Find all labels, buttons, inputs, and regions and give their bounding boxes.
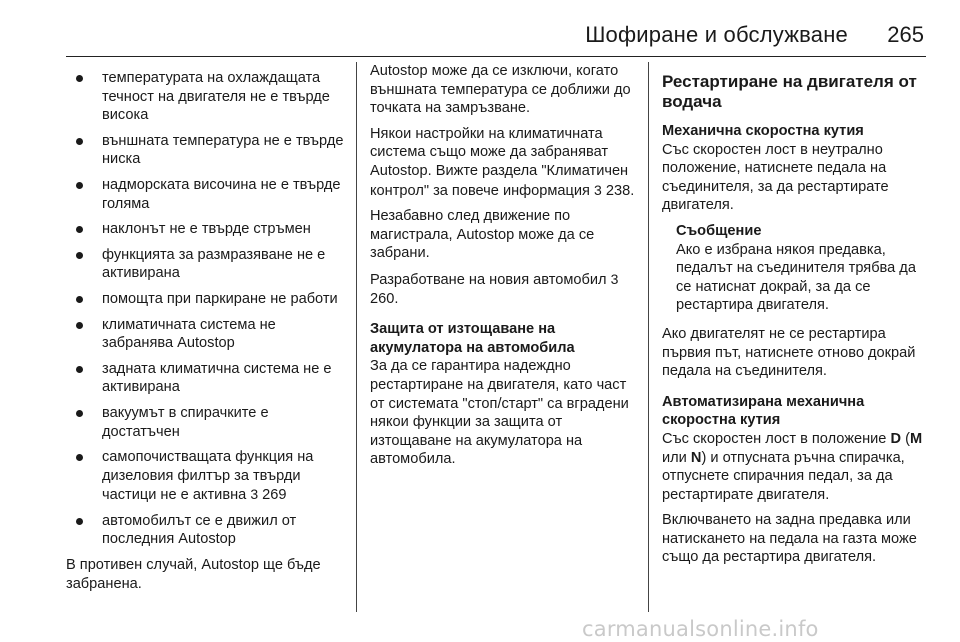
list-item	[66, 316, 344, 353]
paragraph: Със скоростен лост в положение D (M или N) и отпусната ръчна спирачка, отпуснете спирачния педал, за да рестартирате двигателя.	[662, 430, 923, 503]
list-item	[66, 220, 344, 239]
subsection-title: Автоматизирана механична скоростна кутия	[662, 393, 865, 429]
condition-list	[66, 69, 344, 549]
bullet-icon	[76, 410, 83, 417]
paragraph: Незабавно след движение по магистрала, Autostop може да се забрани.	[370, 208, 595, 262]
bullet-icon	[76, 75, 83, 82]
page-ref-arrow-icon: 3	[250, 486, 259, 503]
page-ref-link[interactable]: 238.	[605, 182, 635, 199]
list-item-text: климатичната система не забранява Autostop	[102, 316, 276, 352]
list-item	[66, 404, 344, 441]
page-ref-link[interactable]: 260.	[370, 290, 399, 307]
note-box	[662, 222, 928, 315]
paragraph: Ако двигателят не се рестартира първия път, натиснете отново докрай педала на съединителя.	[662, 325, 916, 380]
watermark: carmanualsonline.info	[582, 617, 819, 641]
list-item	[66, 69, 344, 125]
bullet-icon	[76, 252, 83, 259]
list-item-text: автомобилът се е движил от последния Autostop	[102, 512, 297, 548]
paragraph: Със скоростен лост в неутрално положение, натиснете педала на съединителя, за да рестартирате двигателя.	[662, 141, 889, 214]
paragraph-text: Някои настройки на климатичната система също може да забраняват Autostop. Вижте раздела "Климатичен контрол" за повече информация	[370, 125, 629, 199]
list-item	[66, 132, 344, 169]
bullet-icon	[76, 226, 83, 233]
paragraph-text: или	[662, 449, 687, 466]
bullet-icon	[76, 454, 83, 461]
page-ref-arrow-icon: 3	[594, 181, 602, 198]
column-left	[66, 62, 344, 600]
page-header	[0, 0, 960, 62]
list-item	[66, 512, 344, 549]
list-item-text: надморската височина не е твърде голяма	[102, 176, 341, 212]
list-item-text: помощта при паркиране не работи	[102, 290, 338, 307]
list-item	[66, 176, 344, 213]
list-item-text: самопочистващата функция на дизеловия филтър за твърди частици не е активна	[102, 449, 314, 504]
column-divider-1	[356, 62, 357, 612]
column-middle	[370, 62, 635, 476]
list-item-text: температурата на охлаждащата течност на двигателя не е твърде висока	[102, 70, 330, 124]
gear-label: M	[909, 430, 923, 447]
page-ref-link[interactable]: 269	[262, 487, 287, 504]
bullet-icon	[76, 518, 83, 525]
gear-label: N	[690, 449, 702, 466]
paragraph: Включването на задна предавка или натискането на педала на газта може също да рестартира двигателя.	[662, 512, 917, 566]
paragraph	[370, 270, 635, 308]
column-divider-2	[648, 62, 649, 612]
bullet-icon	[76, 138, 83, 145]
page-number: 265	[887, 22, 924, 47]
list-item-text: задната климатична система не е активирана	[102, 360, 332, 396]
gear-label: D	[890, 430, 902, 447]
column-right	[662, 62, 928, 574]
bullet-icon	[76, 322, 83, 329]
page-ref-arrow-icon: 3	[610, 270, 619, 287]
paragraph: Autostop може да се изключи, когато външната температура се доближи до точката на замръзване.	[370, 63, 631, 117]
section-heading: Рестартиране на двигателя от водача	[662, 72, 917, 111]
bullet-icon	[76, 366, 83, 373]
list-item-text: наклонът не е твърде стръмен	[102, 221, 311, 238]
list-item-text: външната температура не е твърде ниска	[102, 132, 344, 168]
paragraph-text: Разработване на новия автомобил	[370, 271, 607, 288]
paragraph	[370, 125, 635, 200]
list-item-text: вакуумът в спирачките е достатъчен	[102, 404, 269, 440]
list-item-text: функцията за размразяване не е активирана	[102, 246, 326, 282]
header-divider	[66, 56, 926, 57]
list-item	[66, 246, 344, 283]
list-item	[66, 448, 344, 505]
bullet-icon	[76, 296, 83, 303]
paragraph: За да се гарантира надеждно рестартиране на двигателя, като част от системата "стоп/старт" са вградени някои функции за защита от изтощаване на акумулатора на автомобила.	[370, 358, 629, 468]
subsection-title: Механична скоростна кутия	[662, 123, 864, 139]
section-title: Шофиране и обслужване	[585, 22, 848, 47]
list-item	[66, 290, 344, 309]
paragraph-text: Със скоростен лост в положение	[662, 430, 887, 447]
note-title: Съобщение	[676, 222, 762, 239]
paragraph-text: и отпусната ръчна спирачка, отпуснете спирачния педал, за да рестартирате двигателя.	[662, 449, 905, 503]
note-text: Ако е избрана някоя предавка, педалът на съединителя трябва да се натиснат докрай, за да се рестартира двигателя.	[676, 241, 916, 314]
bullet-icon	[76, 182, 83, 189]
paragraph: В противен случай, Autostop ще бъде забранена.	[66, 557, 321, 592]
section-heading: Защита от изтощаване на акумулатора на автомобила	[370, 321, 575, 356]
list-item	[66, 360, 344, 397]
